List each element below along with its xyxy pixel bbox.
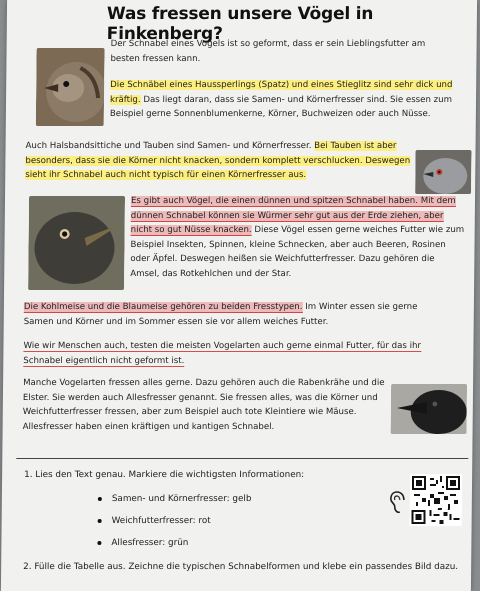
omnivores-text: Manche Vogelarten fressen alles gerne. Dazu gehören auch die Rabenkrähe und die Elster. Sie werden auch Allesfresser genannt. Sie fressen alles, was die Körner und Weichfutterfresser fressen, aber zum Beispiel auch tote Kleintiere wie Mäuse. Allesfresser haben einen kräftigen und kantigen Schnabel.	[22, 378, 385, 432]
page-title: Was fressen unsere Vögel in Finkenberg?	[106, 4, 374, 44]
paragraph-humans	[23, 339, 453, 368]
list-item: Samen- und Körnerfresser: gelb	[98, 488, 358, 510]
seed-eaters-highlight: Die Schnäbel eines Haussperlings (Spatz) und eines Stieglitz sind sehr dick und kräftig.	[109, 80, 453, 105]
seed-eaters-text: Das liegt daran, dass sie Samen- und Körnerfresser sind. Sie essen zum Beispiel gerne Sonnenblumenkerne, Körner, Buchweizen oder auch Nüsse.	[109, 94, 453, 120]
task-2: 2. Fülle die Tabelle aus. Zeichne die typischen Schnabelformen und klebe ein passendes Bild dazu.	[23, 562, 459, 572]
pigeons-text-a: Auch Halsbandsittiche und Tauben sind Samen- und Körnerfresser.	[25, 141, 312, 151]
sparrow-photo	[36, 48, 105, 126]
soft-food-text: Diese Vögel essen gerne weiches Futter wie zum Beispiel Insekten, Spinnen, kleine Schnecken, aber auch Beeren, Rosinen oder Äpfel. Deswegen heißen sie Weichfutterfresser. Dazu gehören die Amsel, das Rotkehlchen und der Star.	[130, 225, 465, 279]
ear-icon	[390, 490, 408, 516]
worksheet	[1, 0, 477, 591]
paragraph-omnivores	[23, 376, 389, 434]
blackbird-photo	[28, 196, 125, 290]
intro-text: Der Schnabel eines Vogels ist so geformt, dass er sein Lieblingsfutter am besten fressen kann.	[110, 39, 426, 64]
paragraph-tits	[24, 300, 444, 329]
humans-text: Wie wir Menschen auch, testen die meisten Vogelarten auch gerne einmal Futter, für das ihr Schnabel eigentlich nicht geformt ist.	[23, 341, 422, 366]
pigeons-highlight: Bei Tauben ist aber besonders, dass sie die Körner nicht knacken, sondern komplett verschlucken. Deswegen sieht ihr Schnabel auch nicht typisch für einen Körnerfresser aus.	[25, 141, 411, 181]
divider-line	[16, 458, 468, 459]
paragraph-intro	[110, 37, 446, 66]
tits-text: Im Winter essen sie gerne Samen und Körner und im Sommer essen sie vor allem weiches Futter.	[23, 302, 418, 327]
task-1: 1. Lies den Text genau. Markiere die wichtigsten Informationen:	[24, 470, 305, 480]
pigeon-photo	[415, 150, 471, 194]
paragraph-seed-eaters	[110, 78, 466, 122]
qr-code[interactable]	[410, 474, 463, 526]
color-legend-list	[97, 488, 358, 554]
paragraph-soft-food	[130, 194, 467, 282]
tits-highlight: Die Kohlmeise und die Blaumeise gehören zu beiden Fresstypen.	[23, 302, 303, 312]
list-item: Allesfresser: grün	[97, 532, 357, 554]
paragraph-pigeons	[25, 139, 410, 183]
list-item: Weichfutterfresser: rot	[98, 510, 358, 532]
crow-photo	[391, 384, 468, 434]
soft-food-highlight: Es gibt auch Vögel, die einen dünnen und spitzen Schnabel haben. Mit dem dünnen Schnabel können sie Würmer sehr gut aus der Erde ziehen, aber nicht so gut Nüsse knacken.	[130, 196, 456, 236]
